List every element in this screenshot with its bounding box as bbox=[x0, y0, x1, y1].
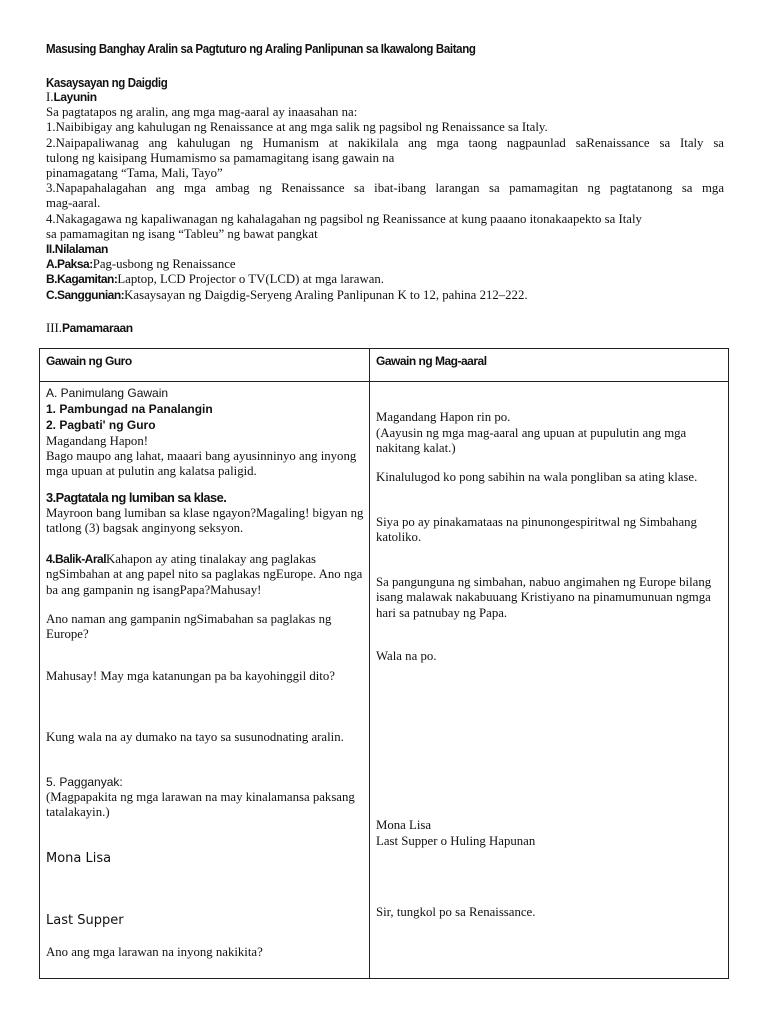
objectives-and-content bbox=[46, 90, 724, 303]
teacher-proceed: Kung wala na ay dumako na tayo sa susunodnating aralin. bbox=[46, 730, 344, 744]
teacher-question-any: Mahusay! May mga katanungan pa ba kayohinggil dito? bbox=[46, 669, 335, 683]
student-picture-1: Mona Lisa bbox=[376, 818, 432, 832]
objective-2-line-2: tulong ng kaisipang Humamismo sa pamamagitang isang gawain na bbox=[46, 150, 395, 165]
pambungad-panalangin: 1. Pambungad na Panalangin bbox=[46, 402, 213, 416]
column-header-teacher: Gawain ng Guro bbox=[40, 349, 370, 382]
student-greeting: Magandang Hapon rin po. bbox=[376, 410, 511, 424]
teacher-activities-cell bbox=[40, 382, 370, 979]
student-church-answer: Sa pangunguna ng simbahan, nabuo angimahen ng Europe bilang isang malawak nakabuuang Kristiyano na pinamumunuan ngmga hari sa patnubay ng Papa. bbox=[376, 575, 712, 620]
teacher-greeting: Magandang Hapon! bbox=[46, 434, 148, 448]
section-nilalaman-heading: II.Nilalaman bbox=[46, 242, 108, 257]
table-row bbox=[40, 382, 729, 979]
subject-heading: Kasaysayan ng Daigdig bbox=[46, 76, 168, 90]
sanggunian-line: C.Sanggunian:Kasaysayan ng Daigdig-Seryeng Araling Panlipunan K to 12, pahina 212–222. bbox=[46, 287, 528, 302]
pagtatala-lumiban: 3.Pagtatala ng lumiban sa klase. bbox=[46, 490, 227, 505]
procedure-table bbox=[39, 348, 729, 979]
document-title: Masusing Banghay Aralin sa Pagtuturo ng Araling Panlipunan sa Ikawalong Baitang bbox=[46, 42, 476, 56]
balik-aral: 4.Balik-AralKahapon ay ating tinalakay ang paglakas ngSimbahan at ang papel nito sa paglakas ngEurope. Ano nga ba ang gampanin ng isangPapa?Mahusay! bbox=[46, 552, 363, 597]
pagbati-ng-guro: 2. Pagbati' ng Guro bbox=[46, 418, 156, 432]
student-no-questions: Wala na po. bbox=[376, 649, 437, 663]
student-activities-cell bbox=[370, 382, 729, 979]
objectives-intro: Sa pagtatapos ng aralin, ang mga mag-aaral ay inaasahan na: bbox=[46, 105, 358, 120]
column-header-student: Gawain ng Mag-aaral bbox=[370, 349, 729, 382]
student-papa-answer: Siya po ay pinakamataas na pinunongespiritwal ng Simbahang katoliko. bbox=[376, 515, 697, 545]
teacher-question-pictures: Ano ang mga larawan na inyong nakikita? bbox=[46, 945, 263, 959]
objective-3-line-2: mag-aaral. bbox=[46, 196, 101, 211]
objective-4-line-1: 4.Nakagagawa ng kapaliwanagan ng kahalagahan ng pagsibol ng Reanissance at kung paaano itonakaapekto sa Italy bbox=[46, 211, 642, 226]
section-layunin-heading: I.Layunin bbox=[46, 90, 97, 104]
panimulang-gawain: A. Panimulang Gawain bbox=[46, 386, 169, 400]
pagganyak: 5. Pagganyak: bbox=[46, 775, 123, 789]
objective-4-line-2: sa pamamagitan ng isang “Tableu” ng bawat pangkat bbox=[46, 226, 318, 241]
objective-1: 1.Naibibigay ang kahulugan ng Renaissance at ang mga salik ng pagsibol ng Renaissance sa Italy. bbox=[46, 120, 548, 135]
kagamitan-line: B.Kagamitan:Laptop, LCD Projector o TV(LCD) at mga larawan. bbox=[46, 272, 384, 287]
student-picture-2: Last Supper o Huling Hapunan bbox=[376, 834, 536, 848]
paksa-line: A.Paksa:Pag-usbong ng Renaissance bbox=[46, 257, 236, 272]
student-attendance: Kinalulugod ko pong sabihin na wala pongliban sa ating klase. bbox=[376, 470, 698, 484]
student-arrange-seats: (Aayusin ng mga mag-aaral ang upuan at pupulutin ang mga nakitang kalat.) bbox=[376, 426, 687, 456]
objective-2-line-3: pinamagatang “Tama, Mali, Tayo” bbox=[46, 166, 223, 181]
picture-mona-lisa: Mona Lisa bbox=[46, 851, 112, 866]
objective-2-line-1: 2.Naipapaliwanag ang kahulugan ng Humanism at nakikilala ang mga taong nagpaunlad saRenaissance sa Italy sa bbox=[46, 135, 724, 150]
objective-3-line-1: 3.Napapahalagahan ang mga ambag ng Renaissance sa ibat-ibang larangan sa pamamagitan ng pagtatanong sa mga bbox=[46, 181, 724, 196]
teacher-question-church: Ano naman ang gampanin ngSimabahan sa paglakas ng Europe? bbox=[46, 612, 332, 642]
teacher-arrange-seats: Bago maupo ang lahat, maaari bang ayusinninyo ang inyong mga upuan at pulutin ang kalatsa paligid. bbox=[46, 449, 357, 479]
pagganyak-note: (Magpapakita ng mga larawan na may kinalamansa paksang tatalakayin.) bbox=[46, 790, 355, 820]
picture-last-supper: Last Supper bbox=[46, 913, 124, 928]
student-topic-answer: Sir, tungkol po sa Renaissance. bbox=[376, 905, 536, 919]
table-header-row bbox=[40, 349, 729, 382]
teacher-attendance: Mayroon bang lumiban sa klase ngayon?Magaling! bigyan ng tatlong (3) bagsak anginyong seksyon. bbox=[46, 506, 364, 536]
section-pamamaraan-heading: III.Pamamaraan bbox=[46, 321, 133, 335]
